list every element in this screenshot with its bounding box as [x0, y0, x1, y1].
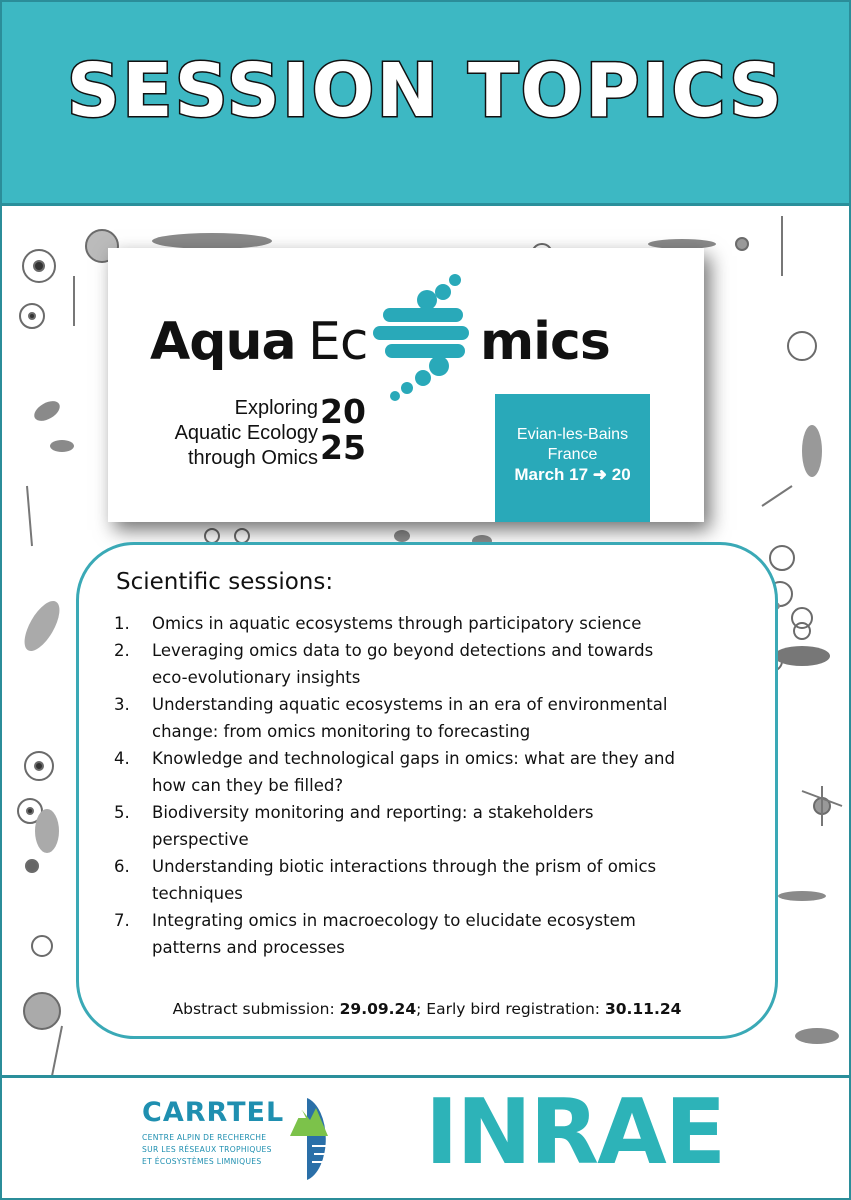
venue-city: Evian-les-Bains	[516, 426, 629, 443]
page-title: SESSION TOPICS	[66, 48, 785, 134]
logo-word-aqua: Aqua	[150, 312, 296, 372]
deadlines-line: Abstract submission: 29.09.24; Early bird registration: 30.11.24	[172, 1000, 682, 1018]
session-item: 6. Understanding biotic interactions through the prism of omics techniques	[114, 857, 657, 903]
session-item: 1. Omics in aquatic ecosystems through participatory science	[114, 614, 642, 633]
session-item: 2. Leveraging omics data to go beyond detections and towards eco-evolutionary insights	[114, 641, 654, 687]
carrtel-logo-name: CARRTEL	[142, 1097, 285, 1128]
venue-badge	[495, 394, 650, 522]
logo-word-ec: Ec	[308, 312, 368, 372]
sessions-heading: Scientific sessions:	[116, 569, 334, 595]
dna-o-icon	[373, 268, 483, 408]
header-banner	[2, 2, 849, 206]
inrae-logo: INRAE	[425, 1080, 725, 1185]
logo-tagline: Exploring Aquatic Ecology through Omics	[174, 397, 318, 469]
sessions-panel	[76, 542, 778, 1039]
session-item: 7. Integrating omics in macroecology to elucidate ecosystem patterns and processes	[114, 911, 636, 957]
footer	[2, 1075, 849, 1200]
sessions-list	[114, 610, 754, 961]
logo-year: 20 25	[320, 392, 366, 467]
session-item: 3. Understanding aquatic ecosystems in an era of environmental change: from omics monitoring to forecasting	[114, 695, 668, 741]
venue-dates: March 17 ➜ 20	[514, 465, 631, 484]
carrtel-mountain-icon	[282, 1096, 332, 1182]
venue-country: France	[547, 446, 598, 463]
aquaecomics-logo-card	[108, 248, 704, 522]
session-item: 5. Biodiversity monitoring and reporting: a stakeholders perspective	[114, 803, 594, 849]
logo-word-mics: mics	[480, 312, 610, 372]
early-bird-deadline: 30.11.24	[604, 1000, 682, 1018]
abstract-deadline: 29.09.24	[339, 1000, 417, 1018]
carrtel-logo-subtitle: CENTRE ALPIN DE RECHERCHE SUR LES RÉSEAUX TROPHIQUES ET ÉCOSYSTÈMES LIMNIQUES	[142, 1133, 272, 1166]
session-item: 4. Knowledge and technological gaps in omics: what are they and how can they be filled?	[114, 749, 675, 795]
